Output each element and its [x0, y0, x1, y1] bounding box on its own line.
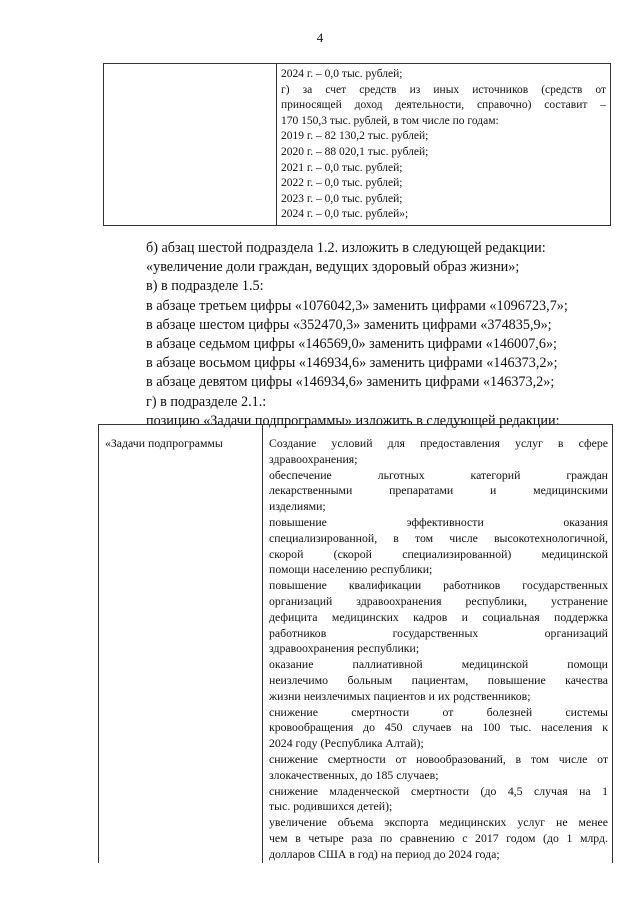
table-line: снижение младенческой смертности (до 4,5 случая на 1 — [269, 783, 608, 798]
table-line: 2021 г. – 0,0 тыс. рублей; — [281, 161, 403, 174]
paragraph-line: в абзаце восьмом цифры «146934,6» заменить цифрами «146373,2»; — [146, 355, 558, 372]
tasks-text-cell — [263, 425, 613, 863]
funding-text-cell — [277, 64, 611, 226]
table-line: снижение смертности от болезней системы — [269, 704, 608, 719]
table-row — [104, 64, 611, 226]
table-line: неизлечимо больным пациентам, повышение качества — [269, 672, 608, 687]
table-line: специализированной, в том числе высокотехнологичной, — [269, 530, 608, 545]
table-line: тыс. родившихся детей); — [269, 799, 393, 814]
table-line: 2023 г. – 0,0 тыс. рублей; — [281, 192, 403, 205]
paragraph-line: б) абзац шестой подраздела 1.2. изложить в следующей редакции: — [146, 240, 546, 256]
table-line: снижение смертности от новообразований, в том числе от — [269, 751, 608, 766]
table-line: 170 150,3 тыс. рублей, в том числе по годам: — [281, 114, 499, 127]
table-line: повышение эффективности оказания — [269, 514, 608, 529]
table-line: 2024 году (Республика Алтай); — [269, 736, 424, 751]
table-line: злокачественных, до 185 случаев; — [269, 767, 439, 782]
table-line: 2020 г. – 88 020,1 тыс. рублей; — [281, 145, 429, 158]
paragraph-line: в) в подразделе 1.5: — [146, 278, 264, 295]
paragraph-line: позицию «Задачи подпрограммы» изложить в следующей редакции: — [146, 412, 560, 429]
table-line: 2024 г. – 0,0 тыс. рублей; — [281, 68, 403, 80]
table-line: здравоохранения; — [269, 451, 358, 466]
table-line: помощи населению республики; — [269, 562, 433, 577]
table-line: долларов США в год) на период до 2024 года; — [269, 846, 500, 861]
table-line: жизни неизлечимых пациентов и их родственников; — [269, 688, 531, 703]
table-line: дефицита медицинских кадров и социальная поддержка — [269, 609, 608, 624]
tasks-table — [98, 424, 613, 863]
paragraph-line: в абзаце третьем цифры «1076042,3» заменить цифрами «1096723,7»; — [146, 297, 568, 314]
table-line: Создание условий для предоставления услуг в сфере — [269, 436, 608, 450]
funding-table — [103, 63, 611, 226]
paragraph-line: в абзаце девятом цифры «146934,6» заменить цифрами «146373,2»; — [146, 374, 555, 391]
table-line: здравоохранения республики; — [269, 641, 420, 656]
page-number: 4 — [316, 30, 324, 45]
table-line: г) за счет средств из иных источников (средств от — [281, 83, 606, 96]
table-row — [99, 425, 613, 863]
table-cell-empty — [104, 64, 277, 226]
table-line: изделиями; — [269, 499, 326, 514]
paragraph-line: г) в подразделе 2.1.: — [146, 393, 267, 410]
table-line: 2019 г. – 82 130,2 тыс. рублей; — [281, 130, 429, 143]
table-line: 2024 г. – 0,0 тыс. рублей»; — [281, 208, 409, 221]
table-line: скорой (скорой специализированной) медицинской — [269, 546, 608, 561]
table-line: приносящей доход деятельности, справочно) составит – — [281, 99, 606, 112]
tasks-label-cell — [99, 425, 263, 863]
tasks-label: «Задачи подпрограммы — [105, 436, 223, 450]
table-line: лекарственными препаратами и медицинскими — [269, 483, 608, 498]
table-line: работников государственных организаций — [269, 625, 608, 640]
paragraph-line: «увеличение доли граждан, ведущих здоровый образ жизни»; — [146, 259, 520, 276]
table-line: повышение квалификации работников государственных — [269, 578, 608, 593]
table-line: чем в четыре раза по сравнению с 2017 годом (до 1 млрд. — [269, 830, 608, 845]
table-line: оказание паллиативной медицинской помощи — [269, 657, 608, 672]
table-line: обеспечение льготных категорий граждан — [269, 467, 608, 482]
table-line: 2022 г. – 0,0 тыс. рублей; — [281, 177, 403, 190]
table-line: организаций здравоохранения республики, устранение — [269, 593, 608, 608]
paragraph-line: в абзаце шестом цифры «352470,3» заменить цифрами «374835,9»; — [146, 316, 552, 333]
amendment-text — [146, 239, 616, 431]
table-line: кровообращения до 450 случаев на 100 тыс. населения к — [269, 720, 608, 735]
table-line: увеличение объема экспорта медицинских услуг не менее — [269, 815, 608, 830]
paragraph-line: в абзаце седьмом цифры «146569,0» заменить цифрами «146007,6»; — [146, 336, 557, 353]
